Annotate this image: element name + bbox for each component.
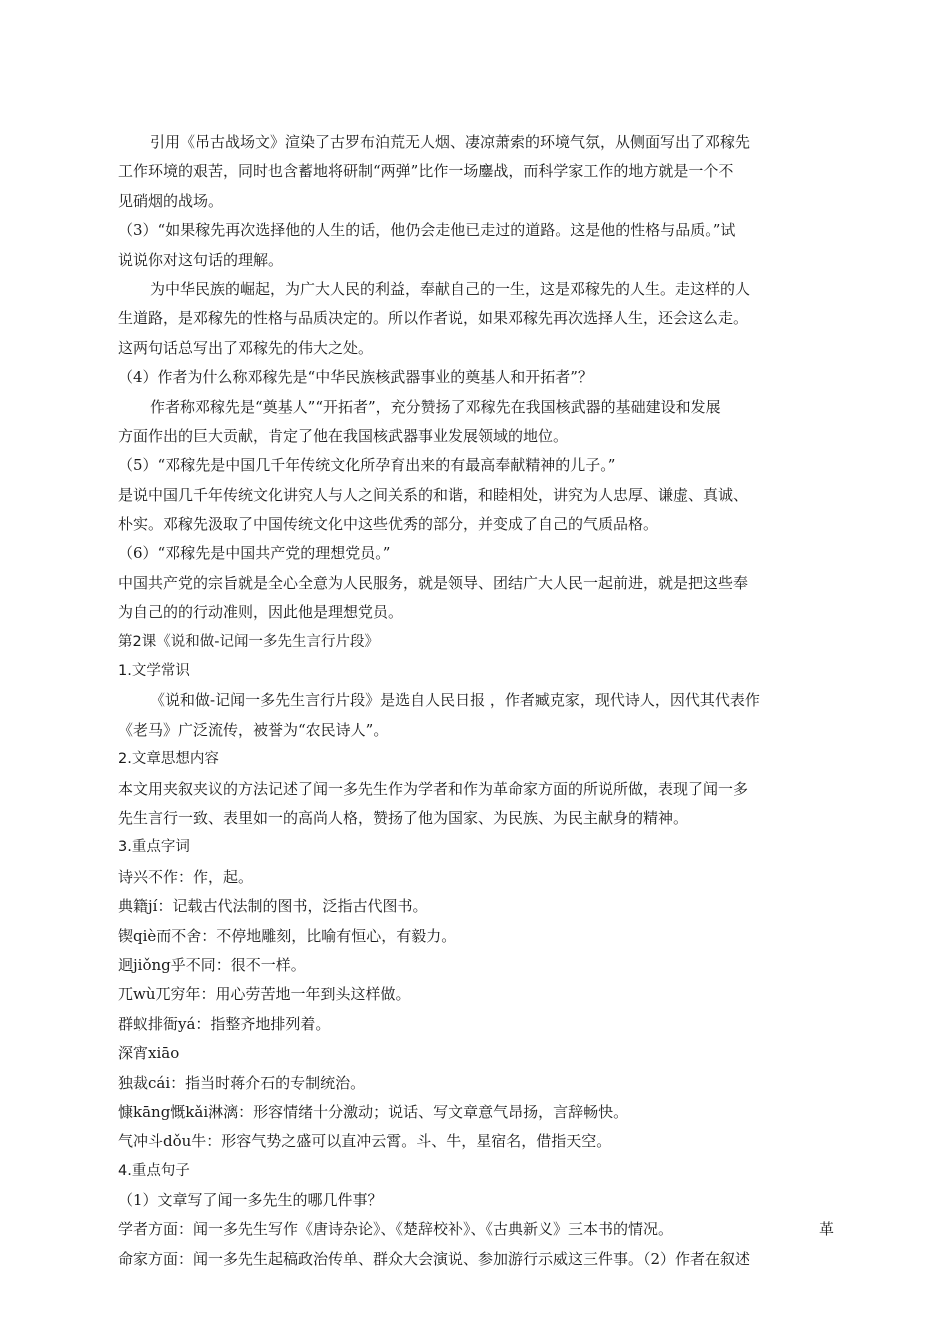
section-heading: 4.重点句子 — [118, 1162, 190, 1179]
text-line: 气冲斗dǒu牛：形容气势之盛可以直冲云霄。斗、牛，星宿名，借指天空。 — [118, 1132, 612, 1151]
section-heading: 2.文章思想内容 — [118, 751, 219, 768]
text-line: 兀wù兀穷年：用心劳苦地一年到头这样做。 — [118, 985, 411, 1004]
text-line: 命家方面：闻一多先生起稿政治传单、群众大会演说、参加游行示威这三件事。（2）作者在叙述 — [118, 1249, 751, 1268]
text-line: （3）“如果稼先再次选择他的人生的话，他仍会走他已走过的道路。这是他的性格与品质。”试 — [118, 221, 736, 240]
document-body — [118, 128, 834, 1274]
text-line: 方面作出的巨大贡献，肯定了他在我国核武器事业发展领域的地位。 — [118, 426, 569, 445]
section-heading: 3.重点字词 — [118, 839, 190, 856]
text-line: 见硝烟的战场。 — [118, 191, 224, 210]
text-line: 诗兴不作：作，起。 — [118, 867, 254, 886]
text-line: （4）作者为什么称邓稼先是“中华民族核武器事业的奠基人和开拓者”？ — [118, 368, 593, 387]
text-line: 本文用夹叙夹议的方法记述了闻一多先生作为学者和作为革命家方面的所说所做，表现了闻一多 — [118, 779, 749, 798]
text-line: 先生言行一致、表里如一的高尚人格，赞扬了他为国家、为民族、为民主献身的精神。 — [118, 808, 689, 827]
text-line: 这两句话总写出了邓稼先的伟大之处。 — [118, 338, 374, 357]
text-line: 中国共产党的宗旨就是全心全意为人民服务，就是领导、团结广大人民一起前进，就是把这些奉 — [118, 573, 749, 592]
text-line: 独裁cái：指当时蒋介石的专制统治。 — [118, 1073, 366, 1092]
text-line: 锲qiè而不舍：不停地雕刻，比喻有恒心，有毅力。 — [118, 926, 457, 945]
text-line: 典籍jí：记载古代法制的图书，泛指古代图书。 — [118, 897, 428, 916]
section-heading: 第2课《说和做-记闻一多先生言行片段》 — [118, 633, 379, 650]
section-heading: 1.文学常识 — [118, 663, 190, 680]
text-line: 朴实。邓稼先汲取了中国传统文化中这些优秀的部分，并变成了自己的气质品格。 — [118, 515, 659, 534]
text-line: 引用《吊古战场文》渲染了古罗布泊荒无人烟、凄凉萧索的环境气氛，从侧面写出了邓稼先 — [150, 133, 751, 151]
text-line: 作者称邓稼先是“奠基人”“开拓者”，充分赞扬了邓稼先在我国核武器的基础建设和发展 — [150, 397, 721, 416]
text-line: 为自己的的行动准则，因此他是理想党员。 — [118, 603, 404, 622]
text-line: 《老马》广泛流传，被誉为“农民诗人”。 — [118, 720, 389, 739]
text-line: 工作环境的艰苦，同时也含蓄地将研制“两弹”比作一场鏖战，而科学家工作的地方就是一个不 — [118, 162, 734, 181]
text-line: 深宵xiāo — [118, 1044, 180, 1063]
text-line — [118, 1215, 834, 1244]
text-line: 是说中国几千年传统文化讲究人与人之间关系的和谐，和睦相处，讲究为人忠厚、谦虚、真诚、 — [118, 485, 749, 504]
text-line-main: 学者方面：闻一多先生写作《唐诗杂论》、《楚辞校补》、《古典新义》三本书的情况。 — [118, 1220, 674, 1239]
text-line: （5）“邓稼先是中国几千年传统文化所孕育出来的有最高奉献精神的儿子。” — [118, 456, 616, 475]
text-line: （6）“邓稼先是中国共产党的理想党员。” — [118, 544, 391, 563]
text-line: 为中华民族的崛起，为广大人民的利益，奉献自己的一生，这是邓稼先的人生。走这样的人 — [150, 279, 751, 298]
text-line: 《说和做-记闻一多先生言行片段》是选自人民日报 ，作者臧克家，现代诗人，因代其代表作 — [150, 691, 760, 710]
text-line: 群蚁排衙yá：指整齐地排列着。 — [118, 1014, 331, 1033]
text-line-tail: 革 — [818, 1220, 834, 1239]
text-line: 迥jiǒng乎不同：很不一样。 — [118, 955, 306, 974]
text-line: 说说你对这句话的理解。 — [118, 250, 284, 269]
text-line: 慷kāng慨kǎi淋漓：形容情绪十分激动；说话、写文章意气昂扬，言辞畅快。 — [118, 1102, 629, 1121]
text-line: （1）文章写了闻一多先生的哪几件事？ — [118, 1191, 383, 1210]
text-line: 生道路，是邓稼先的性格与品质决定的。所以作者说，如果邓稼先再次选择人生，还会这么走。 — [118, 309, 749, 328]
